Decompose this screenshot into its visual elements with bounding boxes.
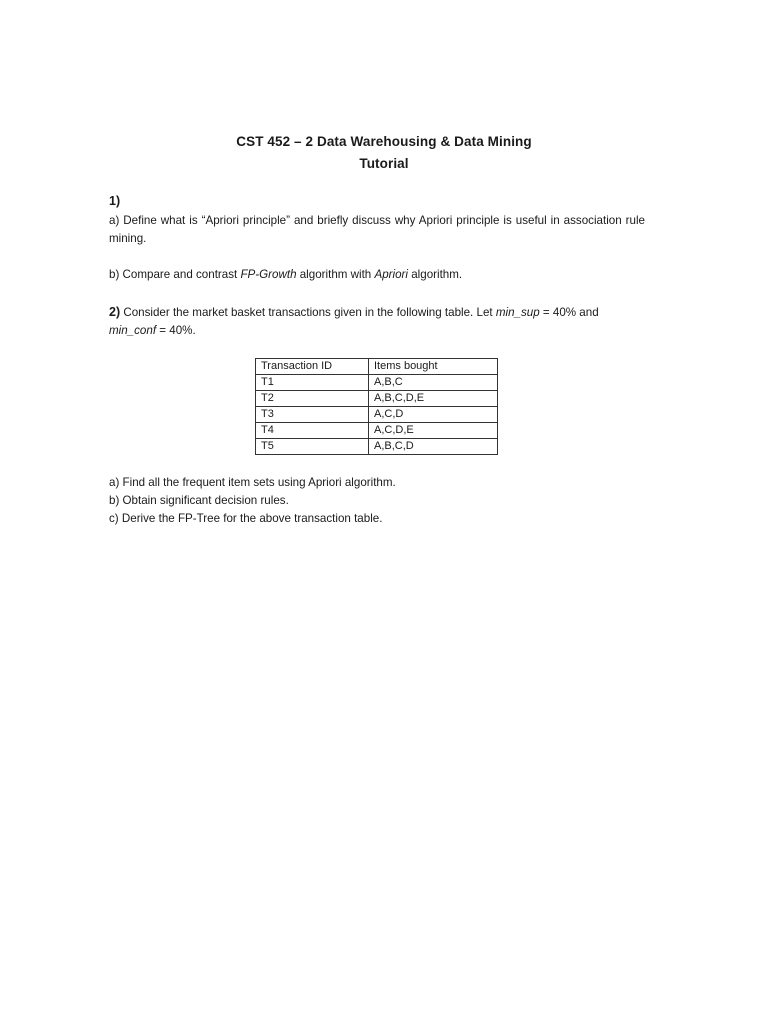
table-header-cell: Transaction ID [256,359,369,375]
table-cell: A,B,C [369,375,498,391]
min-sup-label: min_sup [495,306,540,319]
table-cell: A,B,C,D [369,439,498,455]
table-cell: A,C,D [369,407,498,423]
q1b-mid: algorithm with [296,268,375,281]
document-title: CST 452 – 2 Data Warehousing & Data Mining [236,134,532,149]
table-cell: A,C,D,E [369,423,498,439]
q1b-fp-growth: FP-Growth [240,268,297,281]
q1b-suffix: algorithm. [408,268,463,281]
table-row [256,375,498,391]
question-1a: a) Define what is “Apriori principle” and briefly discuss why Apriori principle is useful in association rule mining. [109,214,645,245]
q1b-apriori: Apriori [374,268,408,281]
document-subtitle: Tutorial [359,156,409,171]
question-1b [109,266,645,284]
question-2c: c) Derive the FP-Tree for the above transaction table. [109,512,383,525]
table-cell: T4 [256,423,369,439]
table-cell: T1 [256,375,369,391]
min-conf-value: = 40%. [156,324,196,337]
question-number: 1) [109,194,121,208]
q2-intro-text: Consider the market basket transactions given in the following table. Let [120,306,496,319]
table-cell: T3 [256,407,369,423]
table-row [256,391,498,407]
table-row [256,407,498,423]
table-cell: T5 [256,439,369,455]
question-2-parts [109,474,645,528]
question-2a: a) Find all the frequent item sets using Apriori algorithm. [109,476,396,489]
table-cell: A,B,C,D,E [369,391,498,407]
table-row [256,439,498,455]
question-1-number [109,192,645,211]
table-cell: T2 [256,391,369,407]
question-2b: b) Obtain significant decision rules. [109,494,289,507]
min-sup-value: = 40% and [539,306,599,319]
transaction-table [255,358,498,455]
q1b-prefix: b) Compare and contrast [109,268,241,281]
table-row [256,423,498,439]
question-number: 2) [109,305,121,319]
table-header-cell: Items bought [369,359,498,375]
question-2-intro [109,303,645,340]
table-header-row [256,359,498,375]
min-conf-label: min_conf [109,324,157,337]
